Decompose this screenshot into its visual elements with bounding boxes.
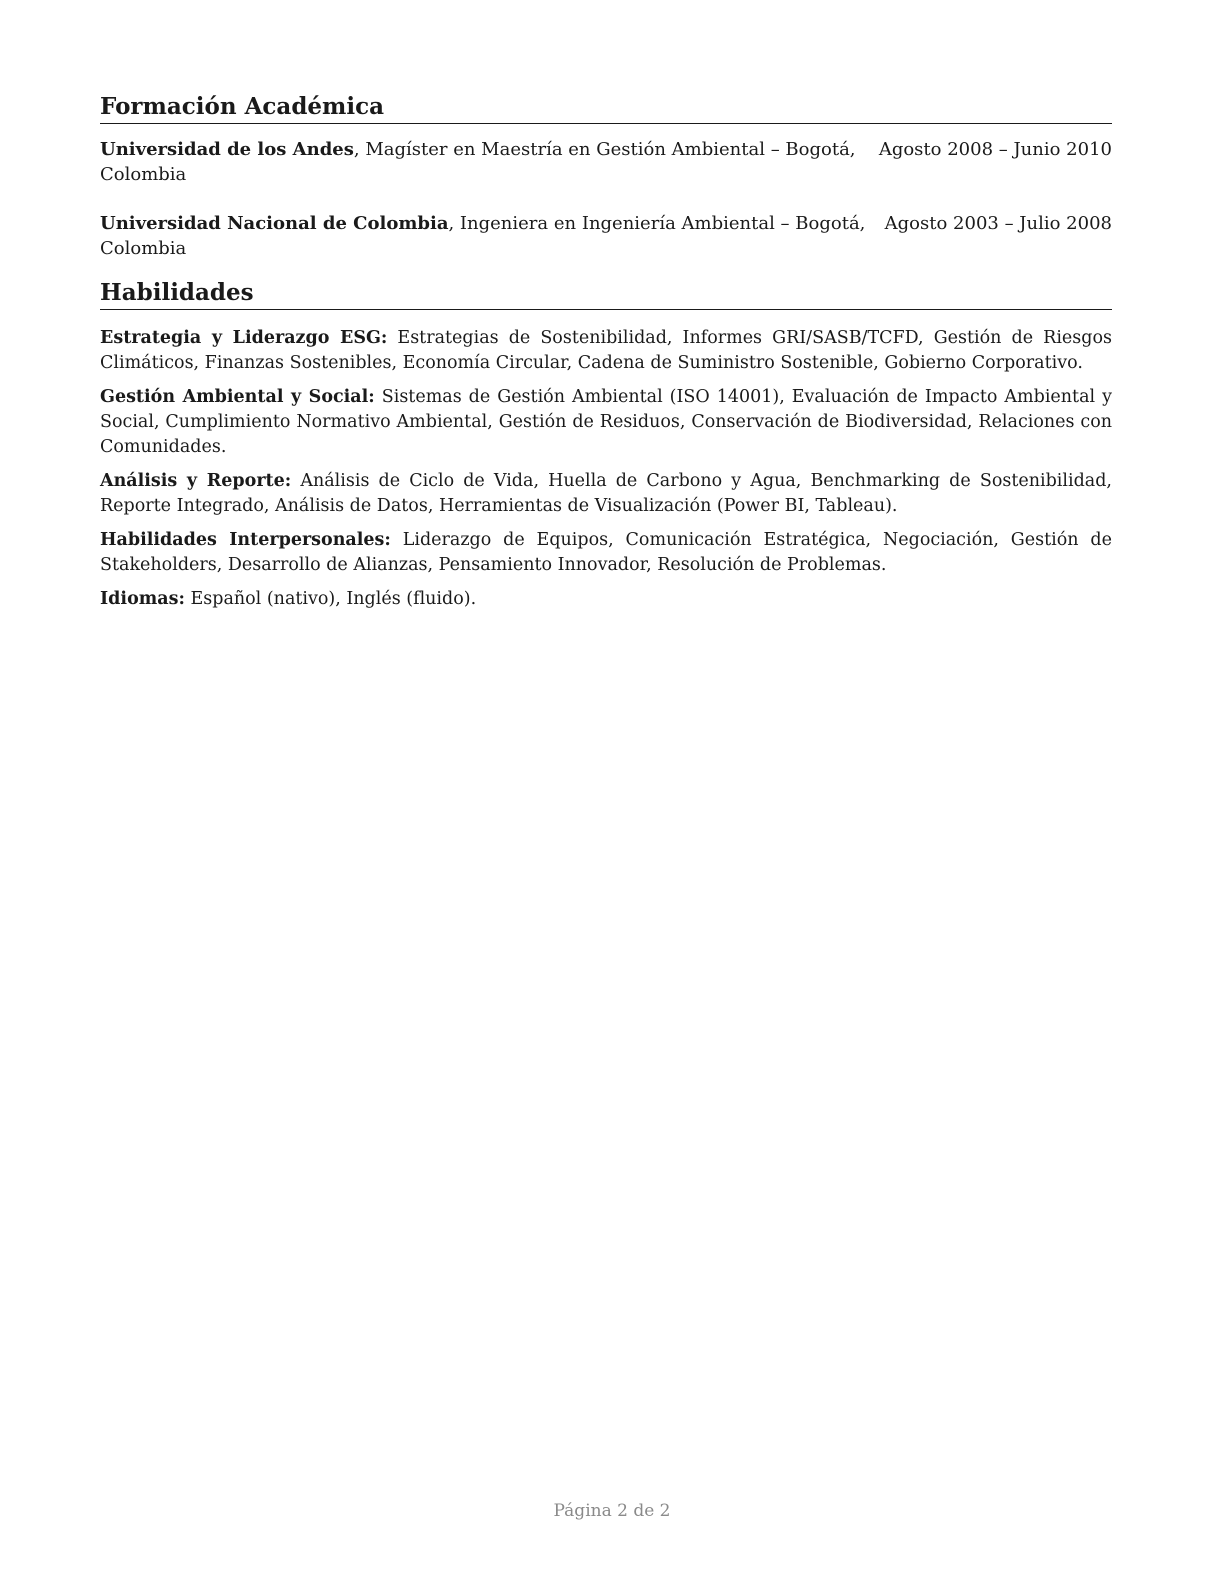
skill-text: Estrategias de Sostenibilidad, Informes GRI/SASB/TCFD, Gestión de Riesgos Climáticos, Finanzas Sostenibles, Economía Circular, Cadena de Suministro Sostenible, Gobierno Corporativo. [100,328,1112,373]
skill-label: Idiomas: [100,589,185,609]
skill-label: Habilidades Interpersonales: [100,530,391,550]
skill-text: Análisis de Ciclo de Vida, Huella de Carbono y Agua, Benchmarking de Sostenibilidad, Reporte Integrado, Análisis de Datos, Herramientas de Visualización (Power BI, Tableau). [100,471,1112,516]
institution-name: Universidad Nacional de Colombia [100,213,449,234]
skill-paragraph-environmental [100,385,1112,460]
skill-paragraph-esg [100,326,1112,376]
skill-text: Liderazgo de Equipos, Comunicación Estratégica, Negociación, Gestión de Stakeholders, Desarrollo de Alianzas, Pensamiento Innovador, Resolución de Problemas. [100,530,1112,575]
skill-paragraph-languages [100,587,1112,612]
skill-text: Sistemas de Gestión Ambiental (ISO 14001), Evaluación de Impacto Ambiental y Social, Cumplimiento Normativo Ambiental, Gestión de Residuos, Conservación de Biodiversidad, Relaciones con Comunidades. [100,387,1112,457]
skill-label: Estrategia y Liderazgo ESG: [100,328,388,348]
education-entry [100,211,1112,261]
page-number: Página 2 de 2 [553,1501,671,1521]
education-dates: Agosto 2003 – Julio 2008 [884,213,1112,234]
education-entry-description [100,137,879,187]
degree-detail: , Magíster en Maestría en Gestión Ambiental – Bogotá, Colombia [100,139,856,185]
skill-paragraph-interpersonal [100,528,1112,578]
institution-name: Universidad de los Andes [100,139,354,160]
skill-label: Gestión Ambiental y Social: [100,387,375,407]
skill-paragraph-analysis [100,469,1112,519]
skill-text: Español (nativo), Inglés (fluido). [184,589,477,609]
education-entry [100,137,1112,187]
skills-section-title: Habilidades [100,278,1112,310]
education-entry-description [100,211,885,261]
education-section-title: Formación Académica [100,92,1112,124]
education-dates: Agosto 2008 – Junio 2010 [878,139,1112,160]
resume-page [100,92,1112,612]
skill-label: Análisis y Reporte: [100,471,292,491]
degree-detail: , Ingeniera en Ingeniería Ambiental – Bogotá, Colombia [100,213,866,259]
